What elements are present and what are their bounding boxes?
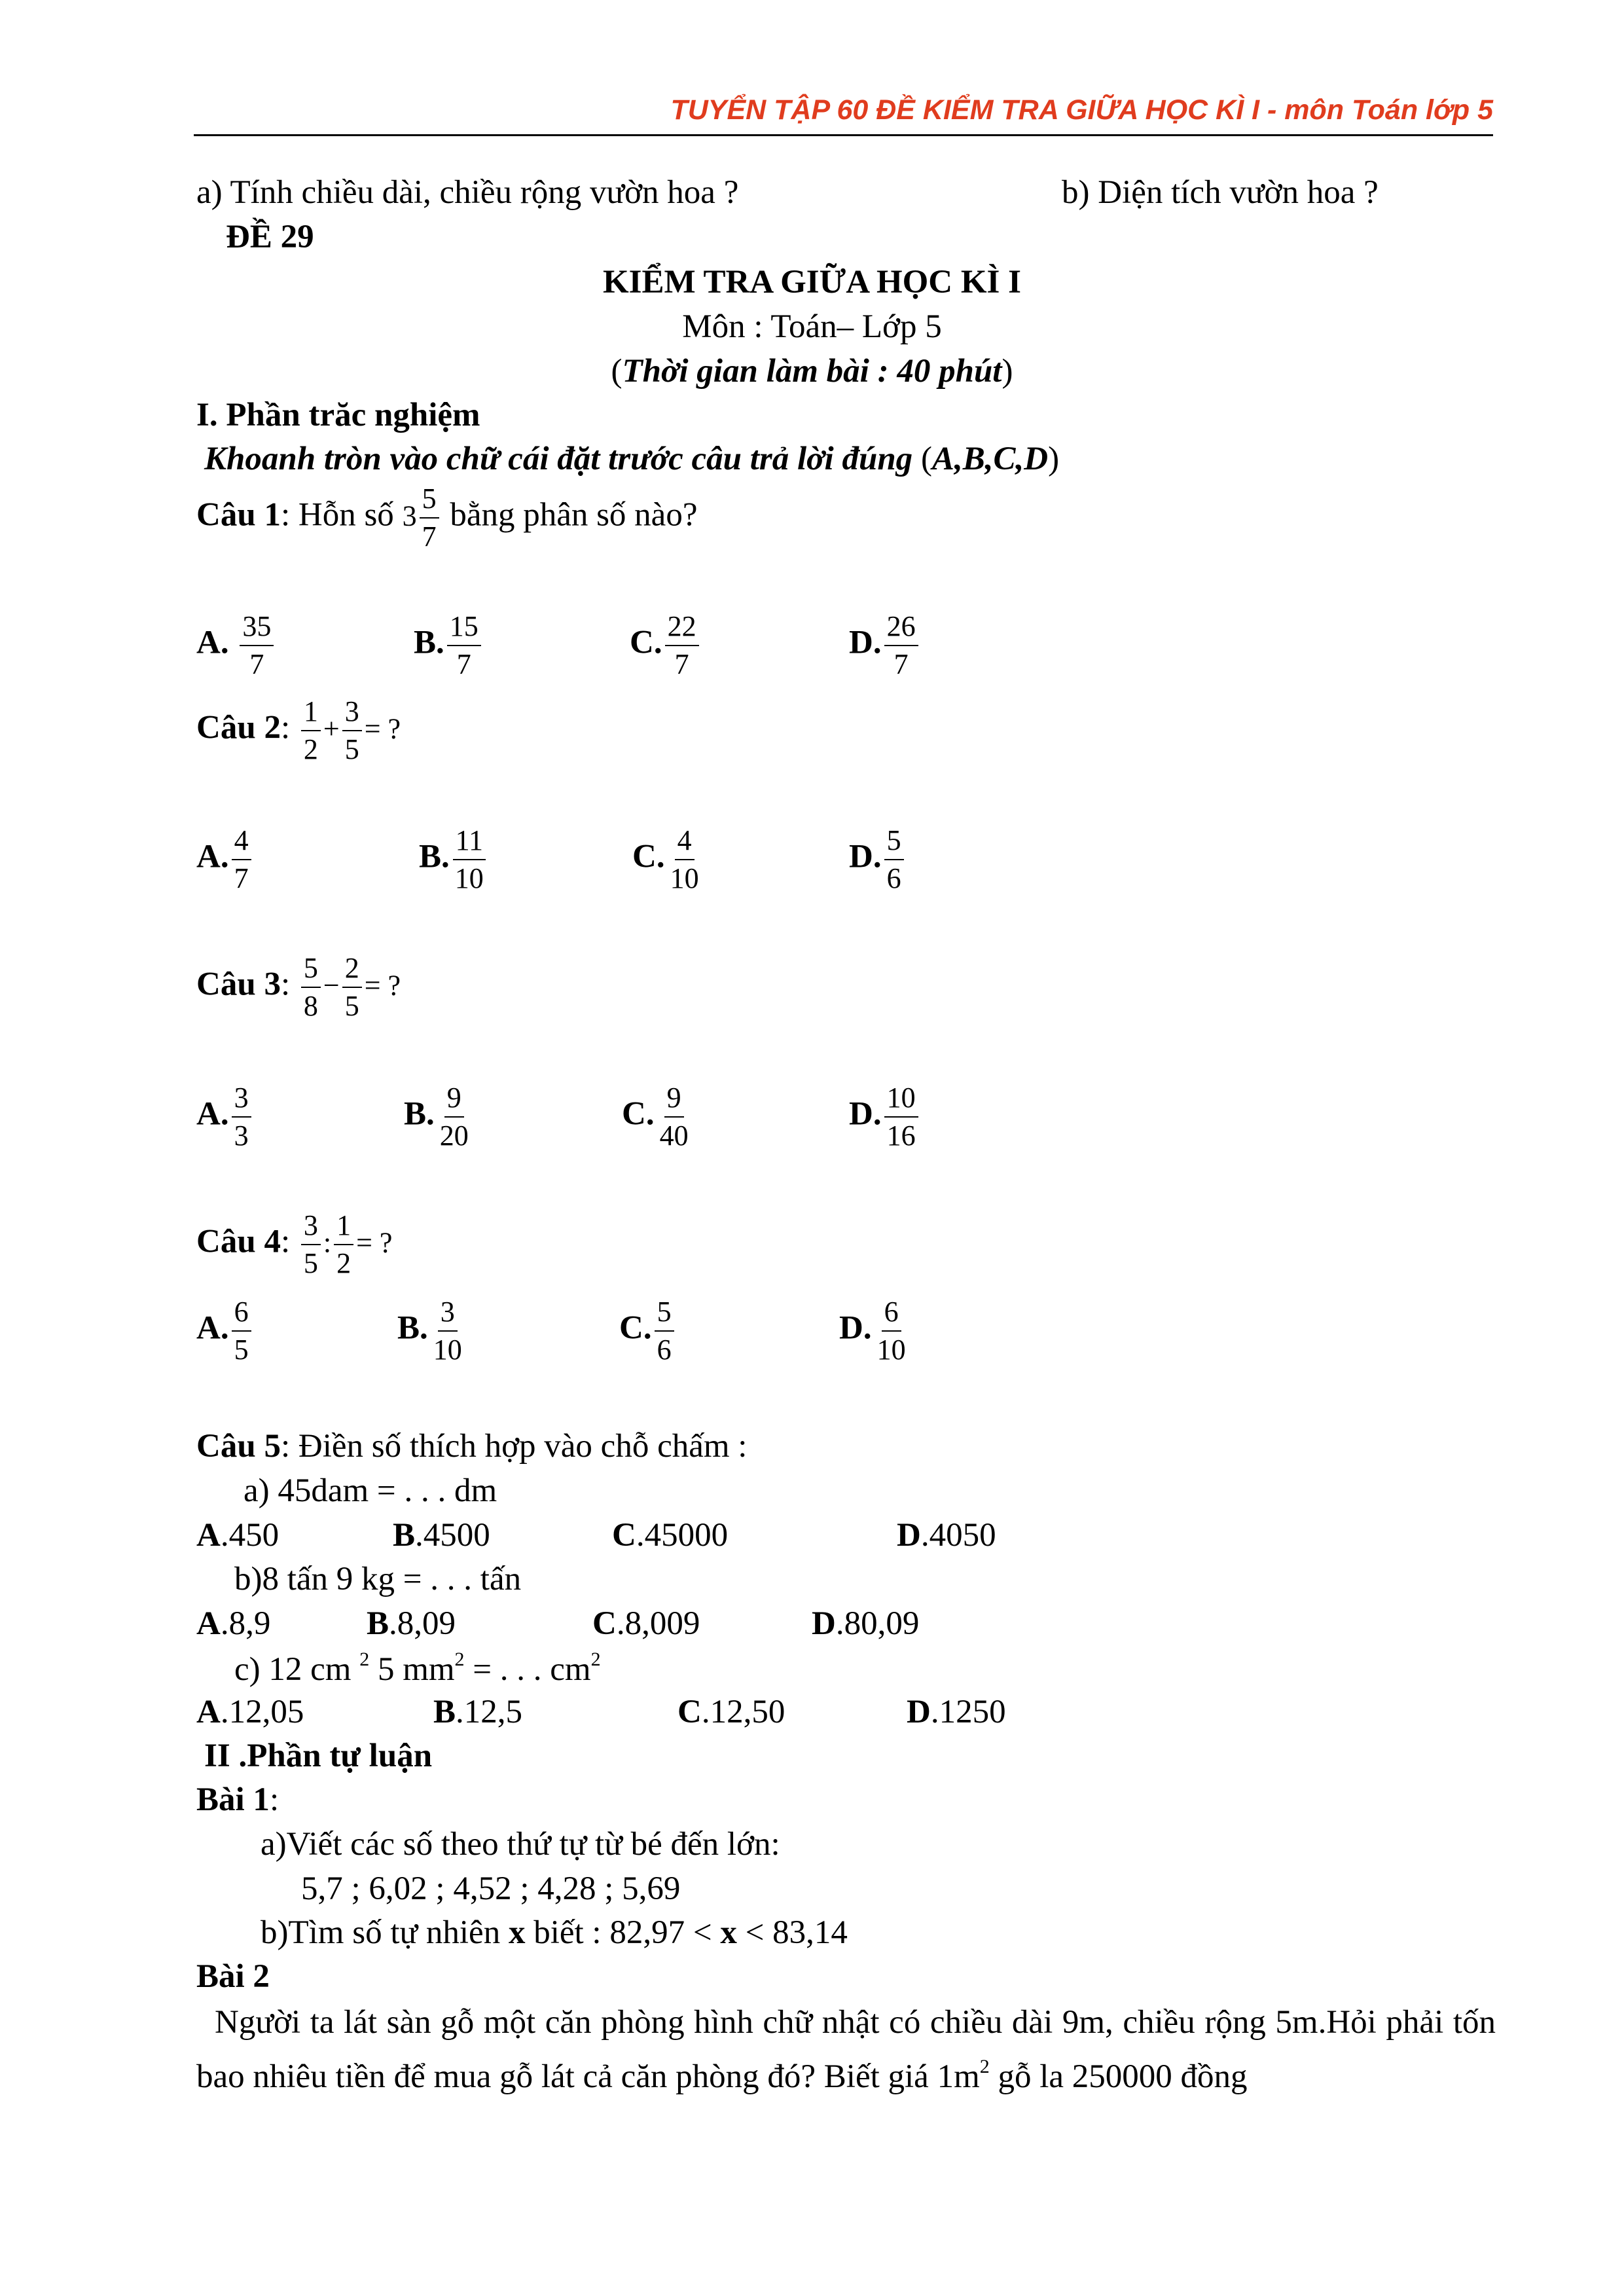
q5c-option-c[interactable]: C.12,50 <box>677 1694 785 1730</box>
q5c-prompt: c) 12 cm $^2$ 5 $mm^2$ = . . . $cm^2$ <box>234 1649 601 1688</box>
q3-option-a[interactable]: A. $\frac{3}{3}$ <box>196 1084 254 1150</box>
q5b-option-b[interactable]: B.8,09 <box>367 1605 456 1642</box>
mixed-number-whole: 3 <box>402 500 417 532</box>
q5a-option-c[interactable]: C.45000 <box>612 1517 729 1554</box>
q1-option-d[interactable]: D. $\frac{26}{7}$ <box>849 612 921 679</box>
question-1-label: Câu 1 <box>196 496 281 534</box>
bai1-heading: Bài 1: <box>196 1781 280 1818</box>
q5b-prompt: b)8 tấn 9 kg = . . . tấn <box>234 1561 522 1597</box>
q5b-option-d[interactable]: D.80,09 <box>812 1605 920 1642</box>
exam-title: KIỂM TRA GIỮA HỌC KÌ I <box>602 264 1022 301</box>
carryover-question-b: b) Diện tích vườn hoa ? <box>1062 174 1379 211</box>
part2-heading: II .Phần tự luận <box>204 1738 433 1774</box>
question-3-label: Câu 3 <box>196 966 281 1003</box>
question-2: Câu 2: $\frac{1}{2}$ + $\frac{3}{5}$ = ? <box>196 695 401 765</box>
q2-option-d[interactable]: D. $\frac{5}{6}$ <box>849 826 907 893</box>
exam-time: (Thời gian làm bài : 40 phút) <box>611 353 1013 390</box>
question-5-label: Câu 5 <box>196 1428 281 1465</box>
question-4-label: Câu 4 <box>196 1223 281 1260</box>
q5a-option-d[interactable]: D.4050 <box>897 1517 996 1554</box>
q2-option-b[interactable]: B. $\frac{11}{10}$ <box>419 826 489 893</box>
q1-option-a[interactable]: A. $\frac{35}{7}$ <box>196 612 276 679</box>
exam-time-text: Thời gian làm bài : 40 phút <box>622 353 1002 390</box>
question-3: Câu 3: $\frac{5}{8}$ − $\frac{2}{5}$ = ? <box>196 952 401 1022</box>
q5a-prompt: a) 45dam = . . . dm <box>244 1472 497 1509</box>
q1-option-b[interactable]: B. $\frac{15}{7}$ <box>414 612 484 679</box>
carryover-question-a: a) Tính chiều dài, chiều rộng vườn hoa ? <box>196 174 739 211</box>
question-1: Câu 1: Hỗn số 3 $\frac{5}{7}$ bằng phân số nào? <box>196 483 698 553</box>
question-2-label: Câu 2 <box>196 709 281 746</box>
running-header: TUYỂN TẬP 60 ĐỀ KIỂM TRA GIỮA HỌC KÌ I - môn Toán lớp 5 <box>670 94 1493 126</box>
bai1-part-b: b)Tìm số tự nhiên x biết : 82,97 < x < 83,14 <box>261 1914 848 1951</box>
q5c-option-b[interactable]: B.12,5 <box>433 1694 523 1730</box>
q4-option-b[interactable]: B. $\frac{3}{10}$ <box>397 1296 462 1366</box>
q5c-option-a[interactable]: A.12,05 <box>196 1694 304 1730</box>
header-rule <box>194 134 1493 136</box>
question-5: Câu 5: Điền số thích hợp vào chỗ chấm : <box>196 1428 748 1465</box>
q4-option-d[interactable]: D. $\frac{6}{10}$ <box>839 1296 906 1366</box>
q1-option-c[interactable]: C. $\frac{22}{7}$ <box>630 612 702 679</box>
q5a-option-b[interactable]: B.4500 <box>393 1517 490 1554</box>
q4-option-a[interactable]: A. $\frac{6}{5}$ <box>196 1298 254 1364</box>
exam-subject: Môn : Toán– Lớp 5 <box>682 308 942 345</box>
bai1-number-list: 5,7 ; 6,02 ; 4,52 ; 4,28 ; 5,69 <box>301 1870 681 1907</box>
q4-option-c[interactable]: C. $\frac{5}{6}$ <box>619 1298 677 1364</box>
mixed-number-fraction: $\frac{5}{7}$ <box>420 484 439 551</box>
question-4: Câu 4: $\frac{3}{5}$ : $\frac{1}{2}$ = ? <box>196 1209 393 1279</box>
part1-heading: I. Phần trăc nghiệm <box>196 397 480 433</box>
q5a-option-a[interactable]: A.450 <box>196 1517 280 1554</box>
q5b-option-a[interactable]: A.8,9 <box>196 1605 271 1642</box>
q5b-option-c[interactable]: C.8,009 <box>592 1605 700 1642</box>
q2-option-a[interactable]: A. $\frac{4}{7}$ <box>196 826 254 893</box>
bai2-heading: Bài 2 <box>196 1958 270 1995</box>
q2-option-c[interactable]: C. $\frac{4}{10}$ <box>632 824 699 894</box>
bai2-problem-text: Người ta lát sàn gỗ một căn phòng hình chữ nhật có chiều dài 9m, chiều rộng 5m.Hỏi phải tốn bao nhiêu tiền để mua gỗ lát cả căn phòng đó? Biết giá $1m^2$ gỗ la 250000 đồng <box>196 2004 1496 2095</box>
bai1-part-a: a)Viết các số theo thứ tự từ bé đến lớn: <box>261 1826 780 1863</box>
q3-option-c[interactable]: C. $\frac{9}{40}$ <box>622 1082 689 1152</box>
q3-option-d[interactable]: D. $\frac{10}{16}$ <box>849 1084 921 1150</box>
part1-instruction: Khoanh tròn vào chữ cái đặt trước câu trả lời đúng (A,B,C,D) <box>204 441 1060 477</box>
q3-option-b[interactable]: B. $\frac{9}{20}$ <box>404 1082 469 1152</box>
exam-number: ĐỀ 29 <box>226 219 314 255</box>
q5c-option-d[interactable]: D.1250 <box>907 1694 1006 1730</box>
